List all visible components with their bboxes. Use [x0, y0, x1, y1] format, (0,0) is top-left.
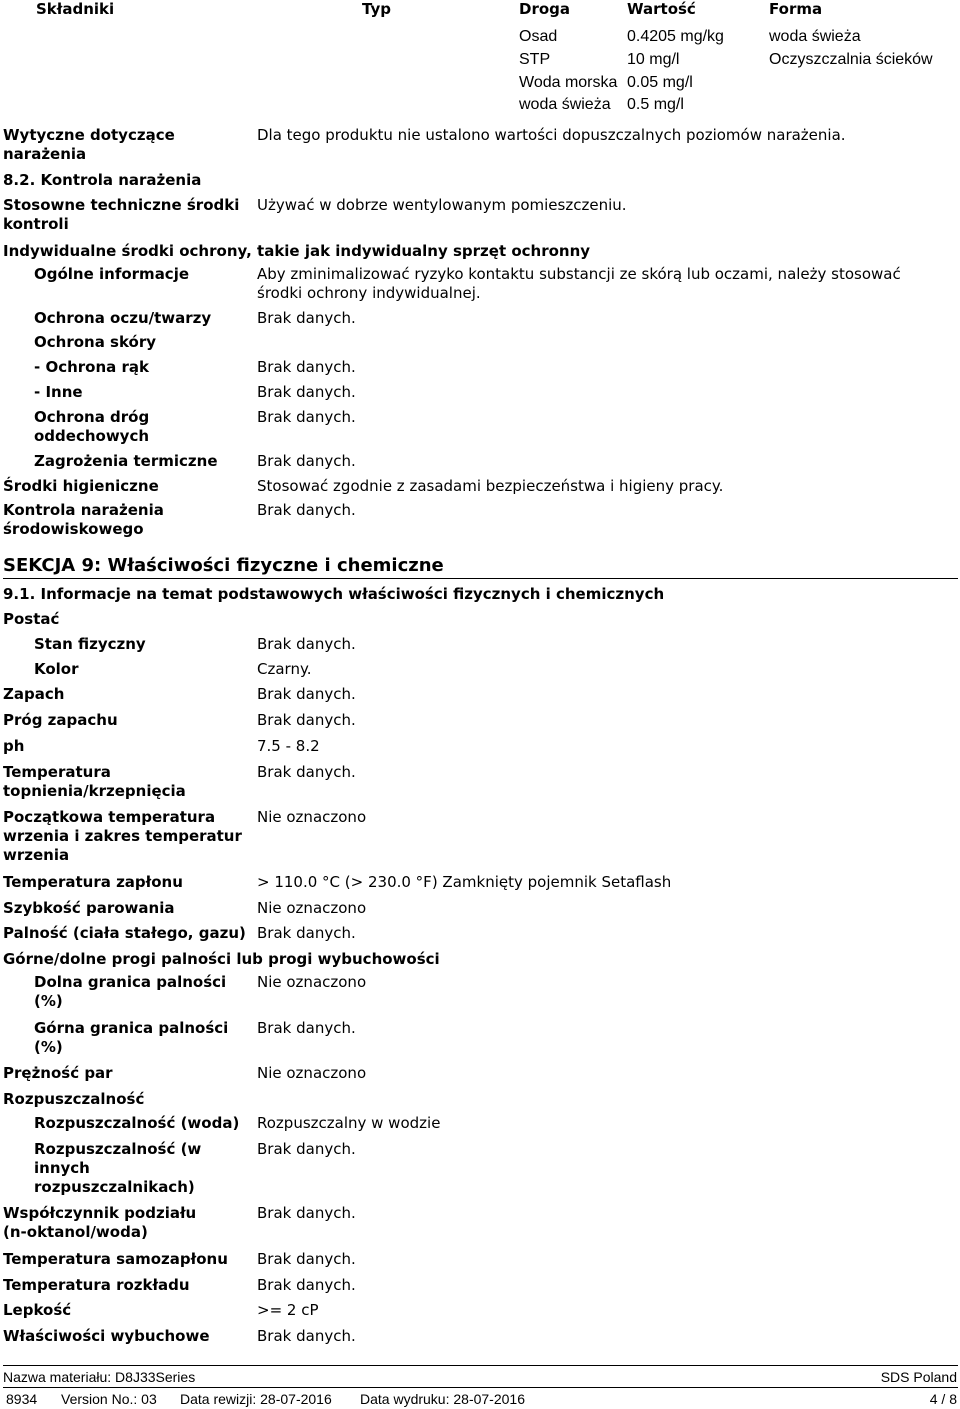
section-8-2-title: 8.2. Kontrola narażenia	[3, 171, 202, 189]
footer-version: Version No.: 03	[61, 1391, 157, 1407]
general-info-label: Ogólne informacje	[34, 265, 190, 283]
other-protection-value: Brak danych.	[257, 383, 356, 401]
upper-limit-value: Brak danych.	[257, 1019, 356, 1037]
footer-material-name: Nazwa materiału: D8J33Series	[3, 1369, 196, 1385]
section-9-title: SEKCJA 9: Właściwości fizyczne i chemiczne	[3, 555, 444, 576]
melting-point-label: Temperatura topnienia/krzepnięcia	[3, 763, 186, 800]
row-value: 10 mg/l	[627, 51, 680, 68]
engineering-controls-label: Stosowne techniczne środki kontroli	[3, 196, 240, 233]
evaporation-rate-value: Nie oznaczono	[257, 899, 367, 917]
decomposition-label: Temperatura rozkładu	[3, 1276, 190, 1294]
color-label: Kolor	[34, 660, 79, 678]
melting-point-value: Brak danych.	[257, 763, 356, 781]
thermal-hazards-value: Brak danych.	[257, 452, 356, 470]
eye-protection-value: Brak danych.	[257, 309, 356, 327]
section-divider	[3, 578, 958, 579]
flammability-limits-label: Górne/dolne progi palności lub progi wybuchowości	[3, 950, 440, 968]
decomposition-value: Brak danych.	[257, 1276, 356, 1294]
solubility-other-value: Brak danych.	[257, 1140, 356, 1158]
flammability-value: Brak danych.	[257, 924, 356, 942]
footer-page-number: 4 / 8	[929, 1391, 957, 1407]
footer-revision-date: Data rewizji: 28-07-2016	[180, 1391, 332, 1407]
flash-point-value: > 110.0 °C (> 230.0 °F) Zamknięty pojemnik Setaflash	[257, 873, 672, 891]
lower-limit-value: Nie oznaczono	[257, 973, 367, 991]
physical-state-label: Stan fizyczny	[34, 635, 146, 653]
row-route: STP	[519, 51, 551, 68]
thermal-hazards-label: Zagrożenia termiczne	[34, 452, 218, 470]
form-label: Postać	[3, 610, 60, 628]
col-header-form: Forma	[769, 0, 823, 18]
eye-protection-label: Ochrona oczu/twarzy	[34, 309, 212, 327]
viscosity-label: Lepkość	[3, 1301, 72, 1319]
row-form: Oczyszczalnia ścieków	[769, 51, 933, 68]
solubility-other-label: Rozpuszczalność (w innych rozpuszczalnikach)	[34, 1140, 202, 1196]
ph-label: ph	[3, 737, 25, 755]
autoignition-value: Brak danych.	[257, 1250, 356, 1268]
autoignition-label: Temperatura samozapłonu	[3, 1250, 228, 1268]
footer-code: 8934	[6, 1391, 38, 1407]
footer-divider	[3, 1387, 958, 1388]
hygiene-measures-value: Stosować zgodnie z zasadami bezpieczeństwa i higieny pracy.	[257, 477, 724, 495]
exposure-guidelines-label: Wytyczne dotyczące narażenia	[3, 126, 175, 163]
vapor-pressure-value: Nie oznaczono	[257, 1064, 367, 1082]
exposure-guidelines-text: Dla tego produktu nie ustalono wartości dopuszczalnych poziomów narażenia.	[257, 126, 846, 144]
viscosity-value: >= 2 cP	[257, 1301, 319, 1319]
hygiene-measures-label: Środki higieniczne	[3, 477, 159, 495]
row-route: Osad	[519, 28, 558, 45]
row-route: Woda morska	[519, 74, 618, 91]
hand-protection-value: Brak danych.	[257, 358, 356, 376]
boiling-point-label: Początkowa temperatura wrzenia i zakres temperatur wrzenia	[3, 808, 242, 864]
respiratory-protection-label: Ochrona dróg oddechowych	[34, 408, 150, 445]
footer-sds: SDS Poland	[880, 1369, 957, 1385]
odor-threshold-value: Brak danych.	[257, 711, 356, 729]
respiratory-protection-value: Brak danych.	[257, 408, 356, 426]
lower-limit-label: Dolna granica palności (%)	[34, 973, 227, 1010]
environmental-exposure-label: Kontrola narażenia środowiskowego	[3, 501, 164, 538]
explosive-properties-value: Brak danych.	[257, 1327, 356, 1345]
section-9-1-subtitle: 9.1. Informacje na temat podstawowych właściwości fizycznych i chemicznych	[3, 585, 665, 603]
evaporation-rate-label: Szybkość parowania	[3, 899, 175, 917]
odor-label: Zapach	[3, 685, 65, 703]
col-header-route: Droga	[519, 0, 571, 18]
solubility-water-value: Rozpuszczalny w wodzie	[257, 1114, 441, 1132]
engineering-controls-text: Używać w dobrze wentylowanym pomieszczeniu.	[257, 196, 627, 214]
partition-coefficient-value: Brak danych.	[257, 1204, 356, 1222]
partition-coefficient-label: Współczynnik podziału (n-oktanol/woda)	[3, 1204, 197, 1241]
footer-issue-date: Data wydruku: 28-07-2016	[360, 1391, 525, 1407]
row-form: woda świeża	[769, 28, 861, 45]
odor-threshold-label: Próg zapachu	[3, 711, 118, 729]
solubility-water-label: Rozpuszczalność (woda)	[34, 1114, 240, 1132]
row-value: 0.05 mg/l	[627, 74, 693, 91]
skin-protection-label: Ochrona skóry	[34, 333, 157, 351]
vapor-pressure-label: Prężność par	[3, 1064, 113, 1082]
col-header-type: Typ	[362, 0, 391, 18]
flash-point-label: Temperatura zapłonu	[3, 873, 183, 891]
col-header-ingredients: Składniki	[36, 0, 115, 18]
col-header-value: Wartość	[627, 0, 696, 18]
row-route: woda świeża	[519, 96, 611, 113]
environmental-exposure-value: Brak danych.	[257, 501, 356, 519]
flammability-label: Palność (ciała stałego, gazu)	[3, 924, 246, 942]
odor-value: Brak danych.	[257, 685, 356, 703]
ppe-title: Indywidualne środki ochrony, takie jak indywidualny sprzęt ochronny	[3, 242, 591, 260]
row-value: 0.4205 mg/kg	[627, 28, 724, 45]
boiling-point-value: Nie oznaczono	[257, 808, 367, 826]
solubility-label: Rozpuszczalność	[3, 1090, 145, 1108]
general-info-text: Aby zminimalizować ryzyko kontaktu substancji ze skórą lub oczami, należy stosować środki ochrony indywidualnej.	[257, 265, 901, 302]
explosive-properties-label: Właściwości wybuchowe	[3, 1327, 210, 1345]
row-value: 0.5 mg/l	[627, 96, 684, 113]
other-protection-label: - Inne	[34, 383, 83, 401]
footer-divider	[3, 1365, 958, 1366]
physical-state-value: Brak danych.	[257, 635, 356, 653]
hand-protection-label: - Ochrona rąk	[34, 358, 149, 376]
ph-value: 7.5 - 8.2	[257, 737, 320, 755]
color-value: Czarny.	[257, 660, 312, 678]
upper-limit-label: Górna granica palności (%)	[34, 1019, 229, 1056]
